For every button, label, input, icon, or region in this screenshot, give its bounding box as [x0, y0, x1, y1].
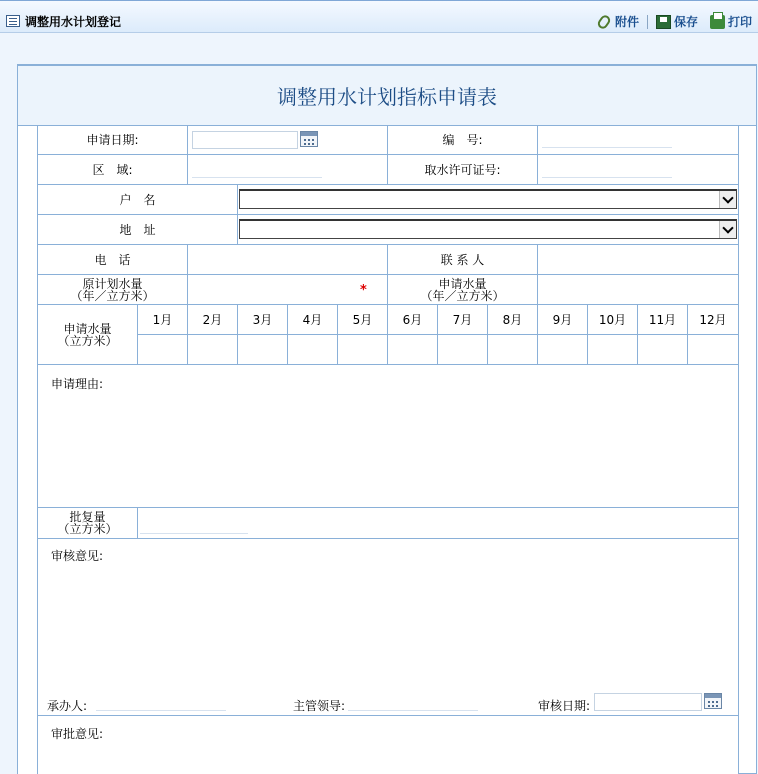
month-label: 5月: [352, 312, 373, 327]
orig-plan-label-line2: （年／立方米）: [70, 288, 155, 303]
form-left-margin: [18, 126, 38, 774]
apply-amount-value-cell[interactable]: [538, 275, 738, 305]
address-label: 地 址: [119, 222, 156, 237]
number-value-cell: [538, 126, 738, 155]
page-title: 调整用水计划登记: [25, 14, 122, 29]
orig-plan-label-cell: [38, 275, 188, 305]
month-label: 11月: [648, 312, 677, 327]
region-input[interactable]: [192, 160, 322, 178]
save-icon: [656, 15, 671, 29]
month-label: 2月: [202, 312, 223, 327]
month-value-cell[interactable]: [188, 335, 238, 365]
toolbar-actions: [597, 13, 752, 30]
region-label-cell: [38, 155, 188, 185]
review-opinion-label: 审核意见:: [51, 549, 104, 563]
toolbar-separator: [647, 15, 648, 29]
month-header-cell: [588, 305, 638, 335]
month-header-cell: [188, 305, 238, 335]
number-input[interactable]: [542, 130, 672, 148]
orig-plan-value-cell[interactable]: [188, 275, 388, 305]
handler-label: 承办人:: [47, 699, 88, 713]
contact-value-cell[interactable]: [538, 245, 738, 275]
list-icon: [6, 15, 20, 27]
month-label: 9月: [552, 312, 573, 327]
monthly-label-cell: [38, 305, 138, 365]
supervisor-signature-line[interactable]: [348, 697, 478, 711]
apply-date-input[interactable]: [192, 131, 298, 149]
month-value-cell[interactable]: [538, 335, 588, 365]
apply-date-label: 申请日期:: [86, 133, 139, 147]
apply-date-value-cell: [188, 126, 388, 155]
form-title-band: [18, 66, 756, 126]
printer-icon: [710, 15, 725, 29]
month-value-cell[interactable]: [338, 335, 388, 365]
address-select[interactable]: [239, 219, 737, 239]
contact-label-cell: [388, 245, 538, 275]
month-value-cell[interactable]: [138, 335, 188, 365]
approve-opinion-label: 审批意见:: [51, 727, 104, 741]
account-select[interactable]: [239, 189, 737, 209]
month-header-cell: [638, 305, 688, 335]
required-mark: *: [360, 283, 367, 298]
contact-label: 联 系 人: [440, 252, 485, 267]
month-value-cell[interactable]: [288, 335, 338, 365]
calendar-icon[interactable]: [704, 693, 722, 709]
attach-button[interactable]: [597, 13, 639, 30]
number-label-cell: [388, 126, 538, 155]
reason-cell[interactable]: [38, 365, 738, 508]
month-header-cell: [488, 305, 538, 335]
month-value-cell[interactable]: [688, 335, 738, 365]
month-label: 7月: [452, 312, 473, 327]
approved-amount-value-cell: [138, 508, 738, 539]
form-right-rule: [738, 126, 739, 774]
month-label: 4月: [302, 312, 323, 327]
region-label: 区 域:: [92, 162, 133, 177]
chevron-down-icon[interactable]: [719, 221, 736, 238]
month-header-cell: [288, 305, 338, 335]
phone-label-cell: [38, 245, 188, 275]
month-header-cell: [138, 305, 188, 335]
approved-amount-input[interactable]: [140, 516, 248, 534]
month-value-cell[interactable]: [488, 335, 538, 365]
calendar-icon[interactable]: [300, 131, 318, 147]
region-value-cell: [188, 155, 388, 185]
handler-signature-line[interactable]: [96, 697, 226, 711]
phone-value-cell[interactable]: [188, 245, 388, 275]
month-header-cell: [338, 305, 388, 335]
permit-input[interactable]: [542, 160, 672, 178]
supervisor-label: 主管领导:: [293, 699, 346, 713]
chevron-down-icon[interactable]: [719, 191, 736, 208]
month-value-cell[interactable]: [588, 335, 638, 365]
review-opinion-cell[interactable]: [38, 539, 738, 716]
form-title: 调整用水计划指标申请表: [277, 85, 497, 109]
month-label: 3月: [252, 312, 273, 327]
print-button[interactable]: [710, 13, 752, 30]
permit-label: 取水许可证号:: [424, 162, 501, 177]
month-label: 10月: [598, 312, 627, 327]
save-button[interactable]: [656, 13, 698, 30]
attach-button-label: 附件: [614, 15, 639, 29]
approve-opinion-cell[interactable]: [38, 716, 738, 774]
account-label: 户 名: [119, 192, 156, 207]
apply-amount-label-line1: 申请水量: [438, 276, 487, 291]
form-frame: [17, 64, 757, 774]
print-button-label: 打印: [727, 15, 752, 29]
month-header-cell: [688, 305, 738, 335]
permit-label-cell: [388, 155, 538, 185]
toolbar-title-group: [6, 13, 121, 29]
apply-amount-label-cell: [388, 275, 538, 305]
save-button-label: 保存: [673, 15, 698, 29]
approved-amount-label-line1: 批复量: [69, 510, 106, 524]
month-value-cell[interactable]: [238, 335, 288, 365]
apply-date-label-cell: [38, 126, 188, 155]
approved-amount-label-line2: （立方米）: [57, 522, 118, 536]
permit-value-cell: [538, 155, 738, 185]
apply-amount-label-line2: （年／立方米）: [420, 288, 505, 303]
account-label-cell: [38, 185, 238, 215]
phone-label: 电 话: [94, 252, 131, 267]
month-value-cell[interactable]: [388, 335, 438, 365]
month-value-cell[interactable]: [438, 335, 488, 365]
month-label: 1月: [152, 312, 173, 327]
orig-plan-label-line1: 原计划水量: [82, 276, 143, 291]
account-value-cell: [238, 185, 738, 215]
number-label: 编 号:: [442, 133, 483, 147]
month-label: 8月: [502, 312, 523, 327]
paperclip-icon: [597, 15, 612, 29]
month-header-cell: [388, 305, 438, 335]
month-value-cell[interactable]: [638, 335, 688, 365]
month-header-cell: [438, 305, 488, 335]
month-header-cell: [238, 305, 288, 335]
review-date-label: 审核日期:: [538, 699, 591, 713]
review-date-input[interactable]: [594, 693, 702, 711]
reason-label: 申请理由:: [51, 377, 104, 391]
month-label: 6月: [402, 312, 423, 327]
monthly-label-line2: （立方米）: [57, 333, 118, 348]
address-value-cell: [238, 215, 738, 245]
monthly-label-line1: 申请水量: [63, 321, 112, 336]
month-header-cell: [538, 305, 588, 335]
month-label: 12月: [699, 312, 727, 327]
toolbar: [0, 0, 758, 33]
address-label-cell: [38, 215, 238, 245]
approved-amount-label-cell: [38, 508, 138, 539]
